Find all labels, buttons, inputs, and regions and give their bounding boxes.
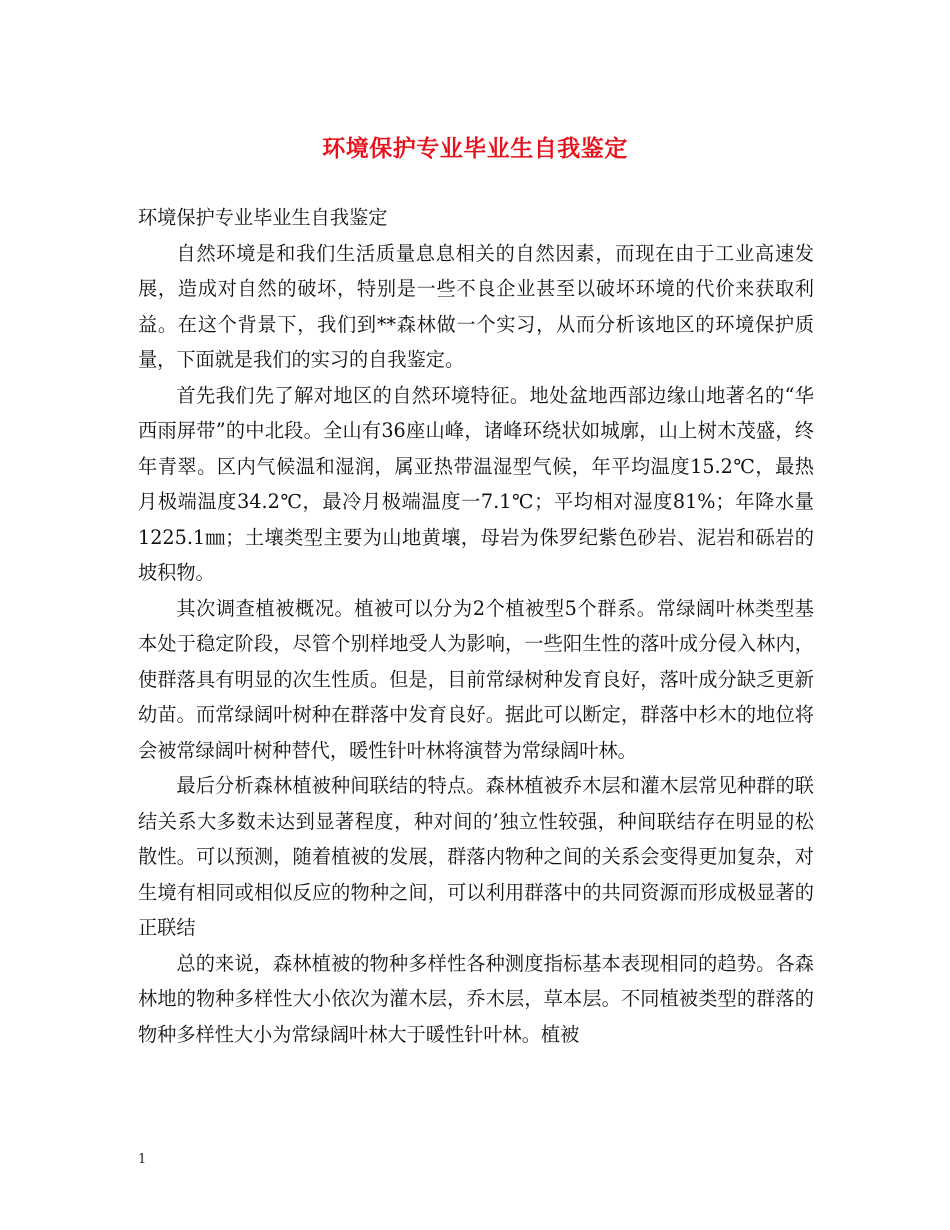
document-subtitle: 环境保护专业毕业生自我鉴定 xyxy=(138,206,388,229)
paragraph-vegetation: 其次调查植被概况。植被可以分为2个植被型5个群系。常绿阔叶林类型基本处于稳定阶段，尽管个别样地受人为影响，一些阳生性的落叶成分侵入林内，使群落具有明显的次生性质。但是，目前常绿树种发育良好，落叶成分缺乏更新幼苗。而常绿阔叶树种在群落中发育良好。据此可以断定，群落中杉木的地位将会被常绿阔叶树种替代，暖性针叶林将演替为常绿阔叶林。 xyxy=(138,596,814,762)
paragraph-summary: 总的来说，森林植被的物种多样性各种测度指标基本表现相同的趋势。各森林地的物种多样性大小依次为灌木层，乔木层，草本层。不同植被类型的群落的物种多样性大小为常绿阔叶林大于暖性针叶林。植被 xyxy=(138,951,814,1046)
paragraph-intro: 自然环境是和我们生活质量息息相关的自然因素，而现在由于工业高速发展，造成对自然的破坏，特别是一些不良企业甚至以破坏环境的代价来获取利益。在这个背景下，我们到**森林做一个实习，从而分析该地区的环境保护质量，下面就是我们的实习的自我鉴定。 xyxy=(138,241,814,371)
document-title: 环境保护专业毕业生自我鉴定 xyxy=(322,136,628,162)
page-number: 1 xyxy=(138,1152,147,1167)
document-body xyxy=(138,200,814,1052)
paragraph-environment: 首先我们先了解对地区的自然环境特征。地处盆地西部边缘山地著名的“华西雨屏带”的中北段。全山有36座山峰，诸峰环绕状如城廓，山上树木茂盛，终年青翠。区内气候温和湿润，属亚热带温湿型气候，年平均温度15.2℃，最热月极端温度34.2℃，最冷月极端温度一7.1℃；平均相对湿度81%；年降水量 1225.1㎜；土壤类型主要为山地黄壤，母岩为侏罗纪紫色砂岩、泥岩和砾岩的坡积物。 xyxy=(138,383,814,584)
paragraph-interspecific: 最后分析森林植被种间联结的特点。森林植被乔木层和灌木层常见种群的联结关系大多数未达到显著程度，种对间的’独立性较强，种间联结存在明显的松散性。可以预测，随着植被的发展，群落内物种之间的关系会变得更加复杂，对生境有相同或相似反应的物种之间，可以利用群落中的共同资源而形成极显著的正联结 xyxy=(138,774,814,939)
